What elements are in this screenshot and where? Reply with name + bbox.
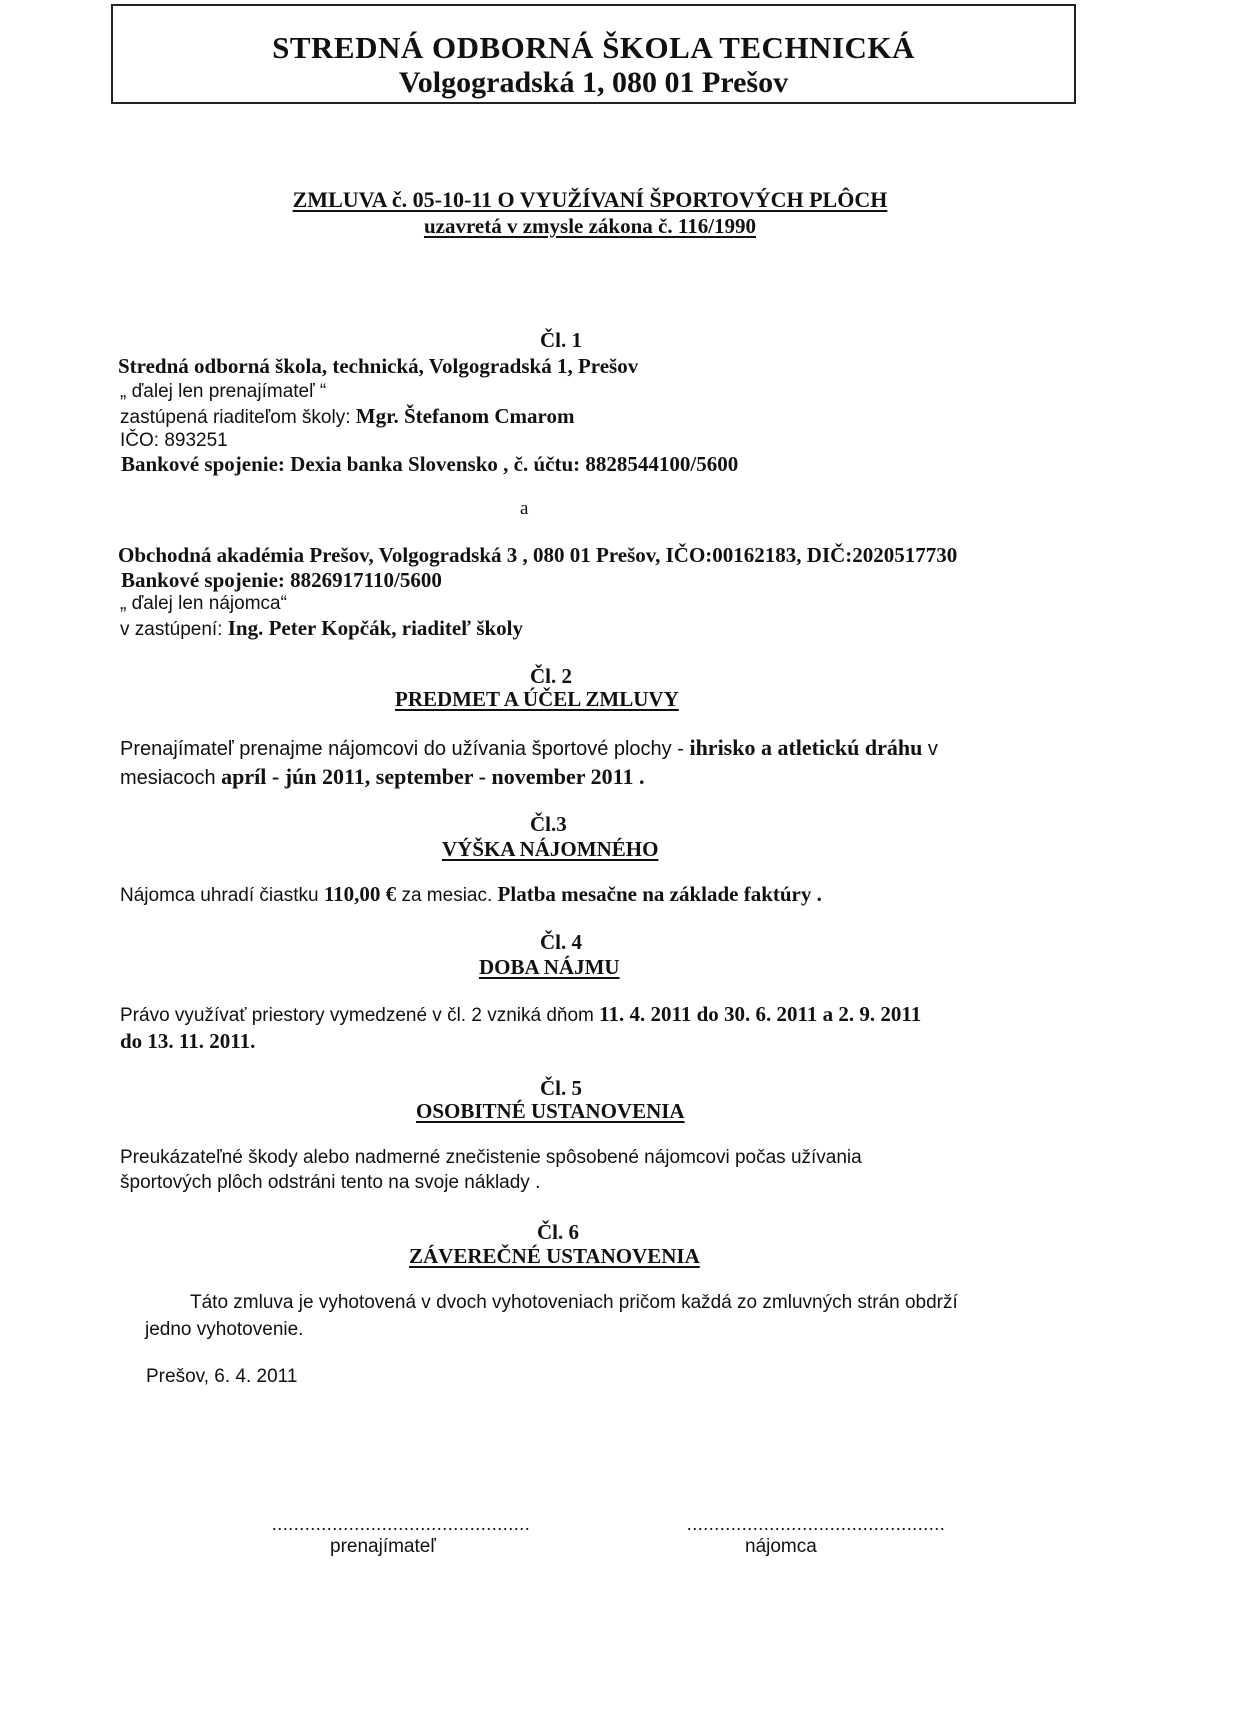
- landlord-bank: Bankové spojenie: Dexia banka Slovensko , č. účtu: 8828544100/5600: [121, 452, 739, 476]
- art3-text-b: 110,00 €: [323, 882, 397, 906]
- art2-text-c: v: [922, 738, 938, 760]
- landlord-signature-label: prenajímateľ: [330, 1536, 436, 1557]
- tenant-representative: [120, 616, 523, 641]
- landlord-name: Stredná odborná škola, technická, Volgogradská 1, Prešov: [118, 354, 639, 378]
- art5-title: OSOBITNÉ USTANOVENIA: [416, 1099, 685, 1123]
- art2-title: PREDMET A ÚČEL ZMLUVY: [395, 687, 679, 711]
- art5-line1: Preukázateľné škody alebo nadmerné znečistenie spôsobené nájomcovi počas užívania: [120, 1147, 862, 1168]
- art5-line2: športových plôch odstráni tento na svoje náklady .: [120, 1172, 541, 1193]
- art6-heading: Čl. 6: [537, 1220, 579, 1244]
- representative-name: Mgr. Štefanom Cmarom: [355, 404, 575, 428]
- tenant-name: Obchodná akadémia Prešov, Volgogradská 3 , 080 01 Prešov, IČO:00162183, DIČ:2020517730: [118, 543, 958, 567]
- tenant-bank: Bankové spojenie: 8826917110/5600: [121, 568, 442, 592]
- art4-text-b: 11. 4. 2011 do 30. 6. 2011 a 2. 9. 2011: [599, 1002, 922, 1026]
- art4-title: DOBA NÁJMU: [479, 955, 620, 979]
- art2-text-e: apríl - jún 2011, september - november 2011 .: [221, 764, 645, 789]
- art2-text-b: ihrisko a atletickú dráhu: [689, 735, 923, 760]
- landlord-alias: „ ďalej len prenajímateľ “: [120, 381, 327, 402]
- art3-text-c: za mesiac.: [396, 885, 498, 906]
- art6-line2: jedno vyhotovenie.: [145, 1319, 304, 1340]
- tenant-rep-label: v zastúpení:: [120, 619, 228, 640]
- art2-text-d: mesiacoch: [120, 767, 222, 789]
- tenant-signature-line: ...............................................: [687, 1514, 946, 1534]
- landlord-ico: IČO: 893251: [120, 430, 228, 451]
- art3-text-a: Nájomca uhradí čiastku: [120, 885, 324, 906]
- art3-line1: [120, 882, 822, 907]
- art4-text-c: do 13. 11. 2011.: [120, 1029, 256, 1053]
- art3-heading: Čl.3: [530, 812, 567, 836]
- school-name: STREDNÁ ODBORNÁ ŠKOLA TECHNICKÁ: [272, 30, 915, 65]
- art3-title: VÝŠKA NÁJOMNÉHO: [442, 837, 659, 861]
- art2-heading: Čl. 2: [530, 664, 572, 688]
- conjunction: a: [520, 498, 529, 519]
- art6-line1: Táto zmluva je vyhotovená v dvoch vyhotoveniach pričom každá zo zmluvných strán obdrží: [190, 1292, 958, 1313]
- art2-line1: [120, 735, 938, 761]
- representative-label: zastúpená riaditeľom školy:: [120, 407, 356, 428]
- place-date: Prešov, 6. 4. 2011: [146, 1366, 298, 1387]
- art4-text-a: Právo využívať priestory vymedzené v čl. 2 vzniká dňom: [120, 1005, 600, 1026]
- art4-line1: [120, 1002, 921, 1027]
- art2-text-a: Prenajímateľ prenajme nájomcovi do užívania športové plochy -: [120, 738, 690, 760]
- art3-text-d: Platba mesačne na základe faktúry .: [497, 882, 822, 906]
- tenant-signature-label: nájomca: [745, 1536, 817, 1557]
- landlord-signature-line: ...............................................: [272, 1514, 531, 1534]
- tenant-rep-name: Ing. Peter Kopčák, riaditeľ školy: [227, 616, 524, 640]
- art5-heading: Čl. 5: [540, 1076, 582, 1100]
- contract-title: ZMLUVA č. 05-10-11 O VYUŽÍVANÍ ŠPORTOVÝCH PLÔCH: [292, 187, 888, 212]
- art6-title: ZÁVEREČNÉ USTANOVENIA: [409, 1244, 700, 1268]
- art1-heading: Čl. 1: [540, 328, 582, 352]
- art4-heading: Čl. 4: [540, 930, 582, 954]
- landlord-representative: [120, 404, 574, 429]
- contract-subtitle: uzavretá v zmysle zákona č. 116/1990: [423, 214, 757, 238]
- school-address: Volgogradská 1, 080 01 Prešov: [398, 66, 789, 99]
- tenant-alias: „ ďalej len nájomca“: [120, 593, 287, 614]
- art2-line2: [120, 764, 644, 790]
